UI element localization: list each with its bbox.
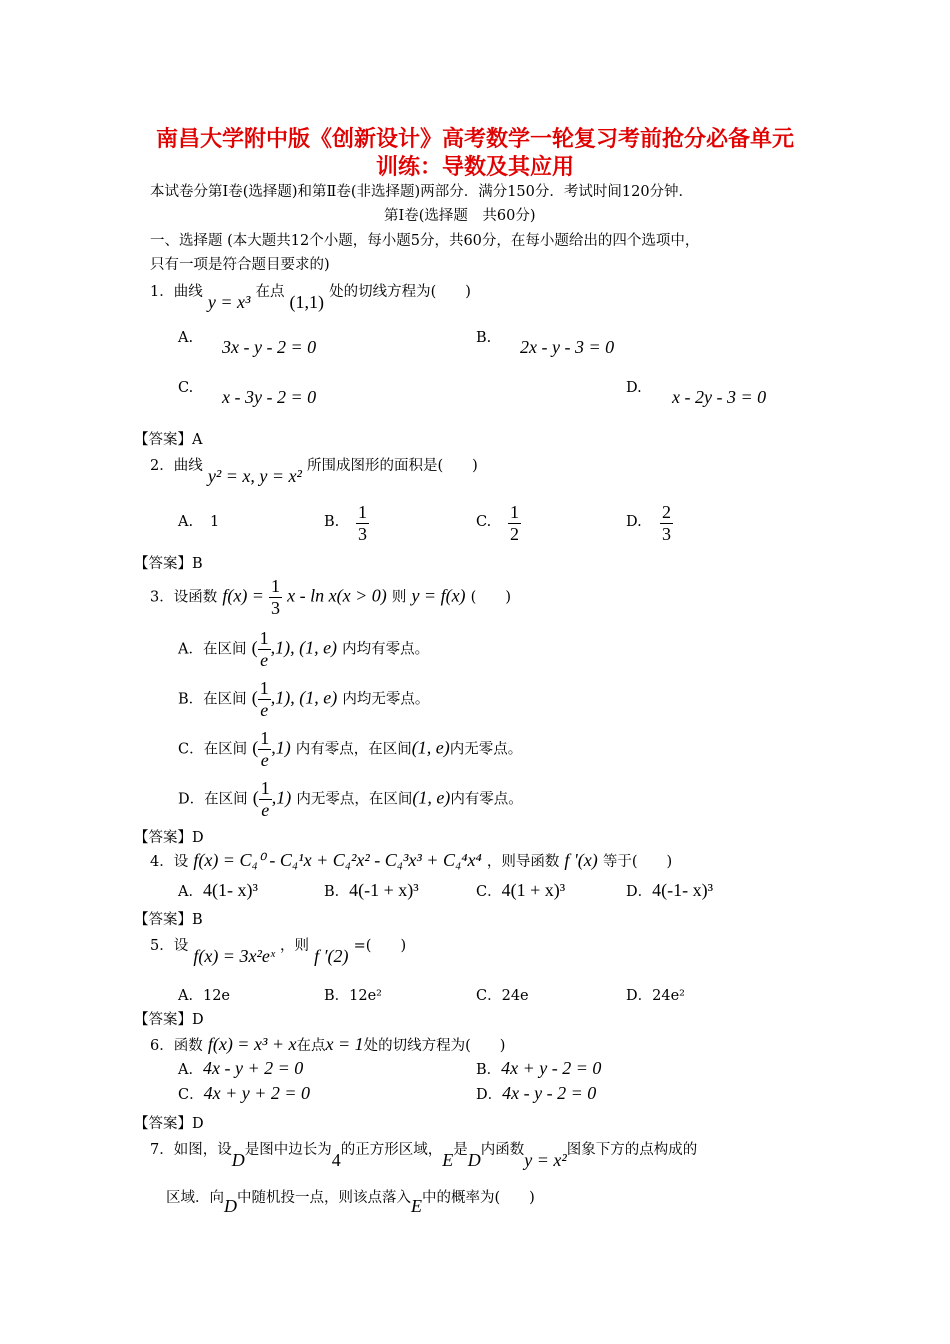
q4-option-a: A．4(1- x)³ [178, 880, 258, 900]
q3-number: 3．设函数 [150, 589, 218, 606]
q1-option-c: x - 3y - 2 = 0 [222, 387, 317, 407]
q1-answer: 【答案】A [134, 432, 203, 448]
q2-option-a: 1 [210, 514, 220, 530]
q6-equation: f(x) = x³ + x [207, 1034, 297, 1054]
q3-fraction: $\frac{1}{3}$ [271, 576, 281, 618]
question-2 [150, 454, 478, 486]
intro-text: 本试卷分第Ⅰ卷(选择题)和第Ⅱ卷(非选择题)两部分．满分150分．考试时间120分钟． [150, 184, 694, 200]
q3-option-d: D．在区间 ( $\frac{1}{e}$ ,1) 内无零点，在区间(1, e)内有零点。 [178, 778, 523, 820]
q4-mid: ，则导函数 [486, 854, 560, 870]
q6-option-b: B．4x + y - 2 = 0 [476, 1058, 602, 1078]
title-line-1: 南昌大学附中版《创新设计》高考数学一轮复习考前抢分必备单元 [155, 126, 794, 152]
q2-number: 2．曲线 [150, 458, 203, 474]
q5-derivative: f ′(2) [314, 946, 349, 966]
q6-mid: 在点 [296, 1038, 326, 1054]
q2-option-b-label: B. [324, 514, 340, 530]
q6-option-a: A．4x - y + 2 = 0 [178, 1058, 304, 1078]
q1-tail: 处的切线方程为( ) [329, 284, 471, 300]
q1-option-b-label: B. [476, 330, 492, 346]
q6-answer: 【答案】D [134, 1116, 204, 1132]
q3-answer: 【答案】D [134, 830, 204, 846]
question-5 [150, 934, 407, 966]
q4-tail: 等于( ) [602, 854, 673, 870]
q4-answer: 【答案】B [134, 912, 203, 928]
q5-tail: =( ) [353, 938, 407, 954]
q6-option-d: D．4x - y - 2 = 0 [476, 1083, 597, 1103]
q1-mid: 在点 [255, 284, 285, 300]
q1-equation: y = x³ [207, 292, 251, 312]
q6-option-c: C．4x + y + 2 = 0 [178, 1083, 311, 1103]
question-7-line-2: 区域．向D中随机投一点，则该点落入E中的概率为( ) [166, 1190, 535, 1216]
q4-option-d: D．4(-1- x)³ [626, 880, 714, 900]
q6-tail: 处的切线方程为( ) [363, 1038, 506, 1054]
q4-equation: f(x) = C₄⁰ - C₄¹x + C₄²x² - C₄³x³ + C₄⁴x⁴ [193, 850, 482, 870]
q2-option-d-label: D. [626, 514, 642, 530]
q5-mid: ，则 [280, 938, 310, 954]
q2-tail: 所围成图形的面积是( ) [306, 458, 478, 474]
q3-then: 则 [391, 589, 407, 606]
q1-option-d-label: D. [626, 380, 642, 396]
question-7-line-1: 7．如图，设D是图中边长为4的正方形区域，E是D内函数y = x²图象下方的点构成的 [150, 1142, 698, 1170]
q3-option-b: B．在区间 ( $\frac{1}{e}$ ,1), (1, e) 内均无零点。 [178, 678, 430, 720]
title-line-2: 训练：导数及其应用 [375, 154, 574, 180]
q5-option-c: C．24e [476, 988, 529, 1004]
q5-equation: f(x) = 3x²eˣ [193, 946, 275, 966]
q5-option-a: A．12e [178, 988, 231, 1004]
q1-option-d: x - 2y - 3 = 0 [672, 387, 767, 407]
q4-option-c: C．4(1 + x)³ [476, 880, 566, 900]
q5-option-d: D．24e² [626, 988, 685, 1004]
q5-option-b: B．12e² [324, 988, 382, 1004]
q2-option-c-label: C. [476, 514, 492, 530]
question-6 [150, 1034, 505, 1055]
q1-option-c-label: C. [178, 380, 194, 396]
question-4 [150, 850, 672, 871]
q2-option-b-fraction: $\frac{1}{3}$ [358, 502, 367, 544]
q3-eq2: y = f(x) [411, 585, 466, 606]
part-one-heading: 第Ⅰ卷(选择题 共60分) [384, 208, 536, 224]
q3-tail: ( ) [470, 589, 511, 606]
q5-number: 5．设 [150, 938, 189, 954]
q4-number: 4．设 [150, 854, 189, 870]
q1-option-a: 3x - y - 2 = 0 [222, 337, 317, 357]
q2-option-d-fraction: $\frac{2}{3}$ [662, 502, 671, 544]
q3-eq-left: f(x) = [222, 585, 264, 606]
q2-answer: 【答案】B [134, 556, 203, 572]
q1-option-a-label: A. [178, 330, 194, 346]
q1-point: (1,1) [289, 292, 325, 312]
q6-point: x = 1 [325, 1034, 364, 1054]
q6-number: 6．函数 [150, 1038, 203, 1054]
q2-equation: y² = x, y = x² [207, 466, 302, 486]
q2-option-a-label: A. [178, 514, 194, 530]
q3-option-a: A．在区间 ( $\frac{1}{e}$ ,1), (1, e) 内均有零点。 [178, 628, 430, 670]
q4-option-b: B．4(-1 + x)³ [324, 880, 419, 900]
q3-eq-right: x - ln x(x > 0) [287, 585, 387, 606]
section-one-line-1: 一、选择题 (本大题共12个小题，每小题5分，共60分，在每小题给出的四个选项中， [150, 233, 700, 249]
q3-option-c: C．在区间 ( $\frac{1}{e}$ ,1) 内有零点，在区间(1, e)内无零点。 [178, 728, 523, 770]
q1-option-b: 2x - y - 3 = 0 [520, 337, 615, 357]
q2-option-c-fraction: $\frac{1}{2}$ [510, 502, 519, 544]
question-3 [150, 576, 511, 618]
section-one-line-2: 只有一项是符合题目要求的) [150, 257, 330, 273]
q1-number: 1．曲线 [150, 284, 203, 300]
question-1 [150, 280, 471, 312]
q4-derivative: f '(x) [564, 850, 598, 870]
q5-answer: 【答案】D [134, 1012, 204, 1028]
